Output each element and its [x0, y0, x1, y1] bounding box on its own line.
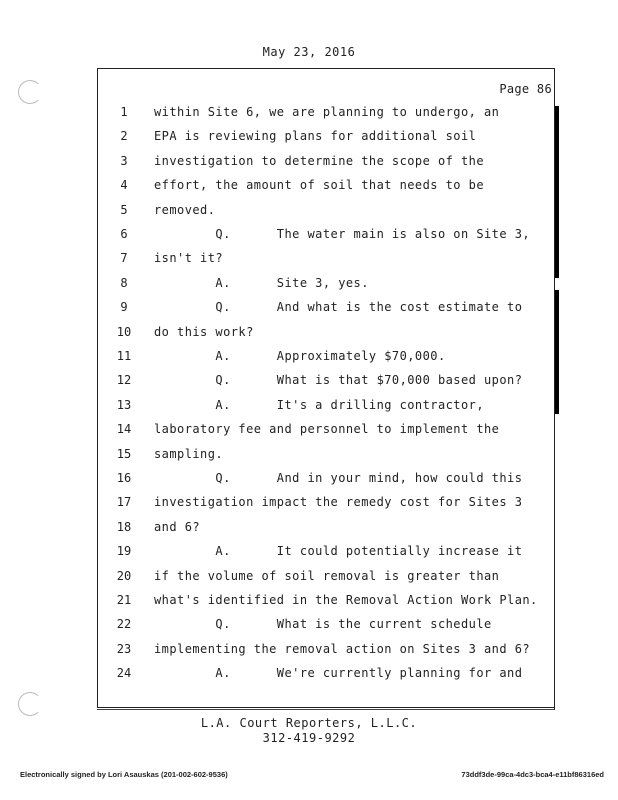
line-number: 4: [120, 178, 128, 192]
electronic-signature: Electronically signed by Lori Asauskas (201-002-602-9536): [20, 770, 228, 779]
page-number: Page 86: [499, 82, 552, 96]
line-text: do this work?: [154, 325, 254, 339]
line-number: 23: [116, 642, 132, 656]
line-text: Q. What is that $70,000 based upon?: [154, 373, 523, 387]
line-text: isn't it?: [154, 251, 224, 265]
line-number: 15: [116, 447, 132, 461]
line-number: 20: [116, 569, 132, 583]
line-text: Q. The water main is also on Site 3,: [154, 227, 531, 241]
line-number: 17: [116, 495, 132, 509]
margin-bar-top: [555, 106, 559, 278]
line-text: sampling.: [154, 447, 224, 461]
line-text: effort, the amount of soil that needs to be: [154, 178, 485, 192]
line-text: A. We're currently planning for and: [154, 666, 523, 680]
line-text: and 6?: [154, 520, 201, 534]
line-number: 7: [120, 251, 128, 265]
line-number: 9: [120, 300, 128, 314]
line-text: investigation impact the remedy cost for Sites 3: [154, 495, 523, 509]
line-number: 21: [116, 593, 132, 607]
line-number: 22: [116, 617, 132, 631]
line-text: A. Approximately $70,000.: [154, 349, 446, 363]
line-text: A. It's a drilling contractor,: [154, 398, 485, 412]
line-number: 18: [116, 520, 132, 534]
line-number: 11: [116, 349, 132, 363]
line-text: Q. What is the current schedule: [154, 617, 492, 631]
document-hash: 73ddf3de-99ca-4dc3-bca4-e11bf86316ed: [461, 770, 604, 779]
punch-hole-bottom: [18, 692, 42, 716]
line-text: implementing the removal action on Sites 3 and 6?: [154, 642, 531, 656]
margin-bar-bottom: [555, 290, 559, 414]
transcript-frame-bottom-rule: [97, 709, 554, 710]
line-number: 6: [120, 227, 128, 241]
line-number: 16: [116, 471, 132, 485]
reporter-company: L.A. Court Reporters, L.L.C.: [200, 716, 418, 730]
line-number: 1: [120, 105, 128, 119]
transcript-date: May 23, 2016: [262, 45, 356, 59]
line-text: within Site 6, we are planning to undergo, an: [154, 105, 500, 119]
line-number: 12: [116, 373, 132, 387]
line-number: 5: [120, 203, 128, 217]
line-text: A. It could potentially increase it: [154, 544, 523, 558]
line-number: 24: [116, 666, 132, 680]
line-number: 13: [116, 398, 132, 412]
line-number: 10: [116, 325, 132, 339]
line-number: 14: [116, 422, 132, 436]
line-text: Q. And what is the cost estimate to: [154, 300, 523, 314]
line-text: EPA is reviewing plans for additional soil: [154, 129, 477, 143]
line-number: 8: [120, 276, 128, 290]
line-text: laboratory fee and personnel to implement the: [154, 422, 500, 436]
line-text: if the volume of soil removal is greater than: [154, 569, 500, 583]
line-text: Q. And in your mind, how could this: [154, 471, 523, 485]
line-text: investigation to determine the scope of the: [154, 154, 485, 168]
line-text: removed.: [154, 203, 216, 217]
line-number: 3: [120, 154, 128, 168]
punch-hole-top: [18, 80, 42, 104]
line-number: 19: [116, 544, 132, 558]
line-text: A. Site 3, yes.: [154, 276, 369, 290]
line-text: what's identified in the Removal Action Work Plan.: [154, 593, 538, 607]
line-number: 2: [120, 129, 128, 143]
reporter-phone: 312-419-9292: [262, 731, 356, 745]
